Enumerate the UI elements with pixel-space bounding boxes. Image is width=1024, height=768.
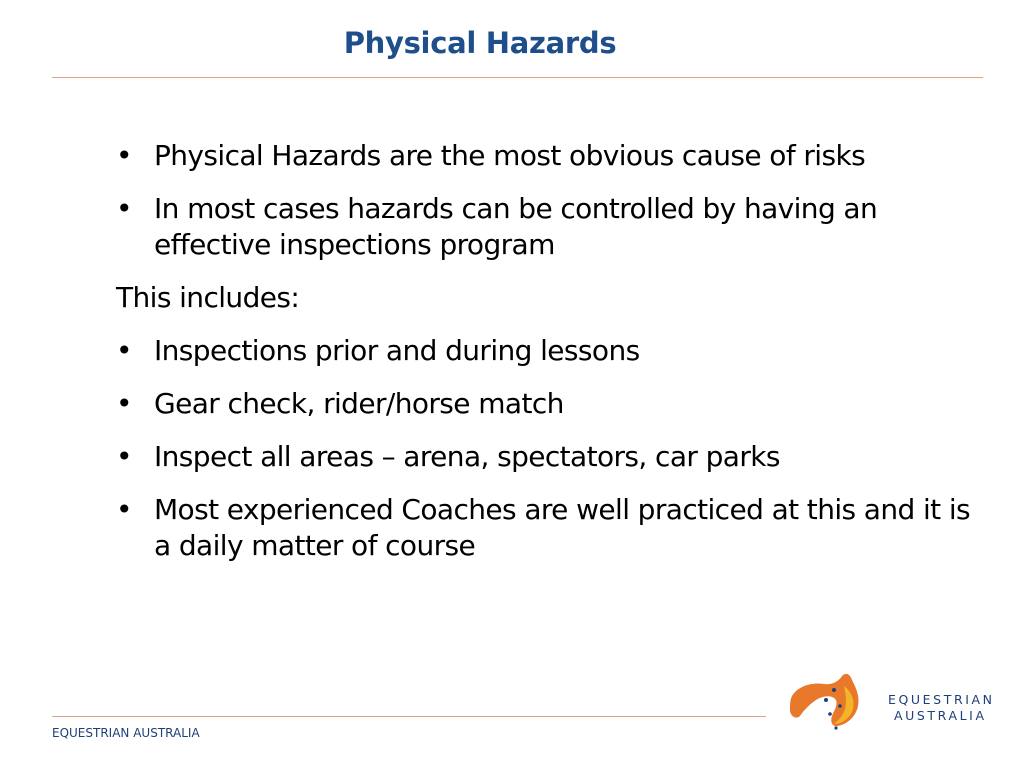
bullet-icon: •	[116, 387, 132, 420]
title-divider	[52, 77, 983, 78]
bullet-text: Inspections prior and during lessons	[154, 334, 640, 367]
footer-text: EQUESTRIAN AUSTRALIA	[52, 726, 200, 740]
bullet-item	[116, 439, 976, 475]
slide-content	[116, 138, 976, 581]
bullet-icon: •	[116, 334, 132, 367]
bullet-text: Physical Hazards are the most obvious cause of risks	[154, 139, 866, 172]
bullet-icon: •	[116, 493, 132, 526]
bullet-item	[116, 191, 976, 263]
slide-title: Physical Hazards	[343, 26, 617, 60]
bullet-icon: •	[116, 139, 132, 172]
equestrian-australia-logo-icon	[786, 666, 886, 736]
bullet-text: Gear check, rider/horse match	[154, 387, 564, 420]
footer-divider	[52, 716, 766, 717]
bullet-item	[116, 138, 976, 174]
bullet-text: In most cases hazards can be controlled by having an effective inspections program	[154, 192, 878, 261]
bullet-item	[116, 333, 976, 369]
bullet-item	[116, 492, 976, 564]
bullet-icon: •	[116, 192, 132, 225]
section-label: This includes:	[116, 281, 300, 314]
bullet-item	[116, 386, 976, 422]
logo-text-line1: EQUESTRIAN	[888, 692, 995, 707]
logo-text-line2: AUSTRALIA	[894, 708, 987, 723]
equestrian-australia-logo	[786, 666, 996, 736]
bullet-icon: •	[116, 440, 132, 473]
bullet-text: Most experienced Coaches are well practiced at this and it is a daily matter of course	[154, 493, 971, 562]
bullet-text: Inspect all areas – arena, spectators, car parks	[154, 440, 780, 473]
